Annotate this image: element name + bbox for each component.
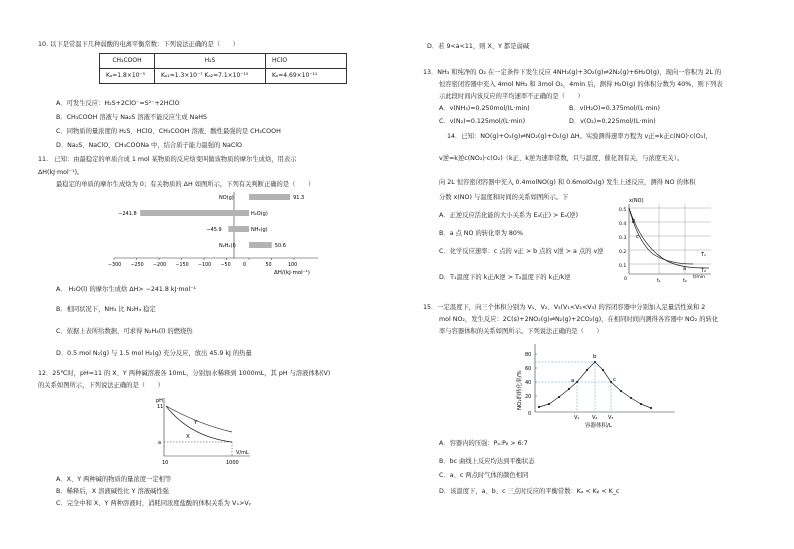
q15-stem-1: 15．一定温度下，向三个体积分别为 V₁、V₂、V₃(V₁<V₂<V₃) 的容闭容器中分别加入足量活性炭和 2 [423, 304, 706, 311]
q10-header-ch3cooh: CH₃COOH [100, 54, 155, 69]
ph-y-label: pH [156, 398, 163, 404]
no2-ytick-60: 60 [525, 366, 532, 372]
q13-stem-3: 示此段时间内该反应的平均速率不正确的是（ ） [439, 93, 584, 100]
q13-stem-1: 13．NH₃ 和纯净的 O₂ 在一定条件下发生反应 4NH₃(g)+3O₂(g)⇌2N₂(g)+6H₂O(g)，现向一容积为 2L 的 [423, 69, 722, 76]
xno-time-chart [619, 196, 717, 288]
q14-option-b: B．a 点 NO 的转化率为 80% [439, 230, 523, 237]
right-column [397, 0, 794, 549]
xno-xtick-t2: t₂ [683, 279, 687, 284]
no2-data-point [558, 396, 560, 398]
enthalpy-bar [140, 210, 249, 216]
no2-ytick-0: 0 [528, 411, 532, 417]
ph-tick-a: a [158, 440, 162, 446]
q15-stem-3: 率与容器体积的关系如图所示。下列说法正确的是（ ） [439, 328, 603, 335]
q15-option-c: C．a、c 两点时气体的颜色相同 [439, 472, 529, 479]
q10-cell-ch3cooh: Kₐ=1.8×10⁻⁵ [100, 69, 155, 84]
q10-header-hclo: HClO [266, 54, 347, 69]
xno-xtick-t1: t₁ [657, 279, 661, 284]
q10-option-b: B．CH₃COOH 溶液与 Na₂S 溶液不能反应生成 NaHS [56, 114, 207, 121]
no2-ytick-80: 80 [525, 352, 532, 358]
q15-stem-2: mol NO₂，发生反应：2C(s)+2NO₂(g)⇌N₂(g)+2CO₂(g)，在相同时间内测得各容器中 NO₂ 的转化 [439, 316, 719, 323]
enthalpy-tick-label: 100 [288, 263, 298, 268]
ph-dilution-chart [150, 394, 260, 468]
enthalpy-tick-label: −50 [220, 263, 231, 268]
xno-ytick-05: 0.5 [619, 208, 627, 213]
no2-conversion-chart [497, 340, 687, 428]
no2-data-point [620, 390, 622, 392]
no2-point-b: b [593, 354, 597, 360]
xno-ytick-03: 0.3 [619, 236, 627, 241]
no2-ytick-40: 40 [525, 380, 532, 386]
q15-option-a: A．容器内的压强：Pₐ:Pᵦ > 6:7 [439, 440, 528, 447]
no2-point-a: a [571, 378, 575, 384]
xno-ytick-0: 0 [624, 277, 627, 282]
xno-y-label: x(NO) [629, 198, 644, 204]
no2-data-point [586, 369, 588, 371]
q12-stem-2: 的关系如图所示，下列说法正确的是（ ） [38, 382, 164, 389]
enthalpy-bar-chart [104, 190, 324, 276]
ph-series-x-label: X [186, 434, 190, 440]
enthalpy-tick-label: −300 [108, 263, 122, 268]
enthalpy-tick-label: −150 [175, 263, 189, 268]
q14-stem-3: 向 2L 恒容密闭容器中充入 0.4molNO(g) 和 0.6molO₃(g) 发生上述反应，测得 NO 的体积 [439, 179, 696, 186]
ph-curve-y [166, 406, 232, 432]
q12-option-c: C．完全中和 X、Y 两种溶液时，消耗同浓度盐酸的体积关系为 Vₓ>Vᵧ [56, 500, 252, 507]
q13-stem-2: 恒容密闭容器中充入 4mol NH₃ 和 3mol O₂，4min 后，测得 H₂O(g) 的体积分数为 40%，则下列表 [439, 81, 723, 88]
q13-option-b: B．v(H₂O)=0.375mol/(L·min) [569, 105, 660, 112]
enthalpy-tick-label: 0 [243, 263, 247, 268]
enthalpy-value-label: 91.3 [293, 195, 305, 201]
q10-table [99, 53, 347, 84]
enthalpy-bar [249, 242, 272, 248]
q13-option-d: D．v(O₂)=0.225mol/(L·min) [569, 118, 656, 125]
q11-stem-2: ΔH(kJ·mol⁻¹)。 [38, 169, 84, 176]
no2-data-point [630, 397, 632, 399]
xno-point-c: c [636, 234, 639, 240]
q10-option-d: D．Na₂S、NaClO、CH₃COONa 中，结合质子能力最强的 NaClO [56, 142, 242, 149]
no2-ytick-20: 20 [525, 394, 532, 400]
q10-stem: 10. 以下是常温下几种弱酸的电离平衡常数：下列说法正确的是（ ） [38, 41, 239, 48]
q10-cell-h2s: Kₐ₁=1.3×10⁻⁷ Kₐ₂=7.1×10⁻¹⁵ [155, 69, 266, 84]
q14-stem-1: 14．已知：NO(g)+O₃(g)⇌NO₂(g)+O₂(g) ΔH。实验测得速率方程为 v正=k正c(NO)·c(O₃)， [447, 133, 712, 140]
no2-y-label: NO₂的转化率/% [517, 370, 523, 410]
no2-data-point [602, 369, 604, 371]
enthalpy-tick-label: 50 [265, 263, 272, 268]
q11-stem-1: 11. 已知：由最稳定的单质合成 1 mol 某物质的反应焓变叫做该物质的摩尔生成焓，用表示 [38, 156, 297, 163]
q12-option-b: B．稀释后，X 溶液碱性比 Y 溶液碱性强 [56, 488, 169, 495]
q11-option-d: D．0.5 mol N₂(g) 与 1.5 mol H₂(g) 充分反应，放出 45.9 kJ 的热量 [56, 350, 252, 357]
enthalpy-bars [118, 194, 304, 249]
xno-ytick-04: 0.4 [619, 222, 627, 227]
xno-ytick-01: 0.1 [619, 264, 627, 269]
ph-tick-11: 11 [157, 404, 164, 410]
enthalpy-category-label: N₂H₄(l) [219, 243, 236, 249]
q10-header-h2s: H₂S [155, 54, 266, 69]
no2-x-label: 容器体积/L [585, 423, 612, 428]
xno-series-t2: T₂ [701, 268, 707, 274]
enthalpy-tick-label: −250 [130, 263, 144, 268]
enthalpy-tick-label: −200 [153, 263, 167, 268]
q11-stem-3: 最稳定的单质的摩尔生成焓为 0；有关物质的 ΔH 如图所示，下列有关判断正确的是（ ） [56, 181, 315, 188]
no2-xtick-v3: V₃ [608, 415, 614, 421]
q10-option-a: A．可发生反应：H₂S+2ClO⁻=S²⁻+2HClO [56, 100, 180, 107]
enthalpy-category-label: H₂O(g) [251, 211, 268, 217]
q14-option-a: A．正逆反应活化能的大小关系为 Eₐ(正) > Eₐ(逆) [439, 212, 579, 219]
enthalpy-value-label: −241.8 [118, 211, 137, 217]
q11-option-c: C．依据上表所给数据，可求得 N₂H₄(l) 的燃烧热 [56, 328, 193, 335]
xno-ytick-02: 0.2 [619, 250, 627, 255]
q15-option-d: D．该温度下，a、b、c 三点时反应的平衡常数：Kₐ < Kᵦ < K_c [439, 488, 620, 495]
q14-stem-4: 分数 x(NO) 与温度和时间的关系如图所示。下 [439, 194, 569, 201]
no2-data-point [650, 407, 652, 409]
q13-option-a: A．v(NH₃)=0.250mol/(L·min) [439, 105, 530, 112]
ph-x-label: V/mL [236, 450, 249, 456]
q12-option-a: A．X、Y 两种碱的物质的量浓度一定相等 [56, 476, 172, 483]
enthalpy-x-label: ΔH/(kJ·mol⁻¹) [274, 270, 310, 276]
enthalpy-value-label: −45.9 [206, 227, 222, 233]
enthalpy-ticks [108, 258, 297, 268]
q11-option-a: A． H₂O(l) 的摩尔生成焓 ΔH> −241.8 kJ·mol⁻¹ [56, 286, 196, 293]
no2-xtick-v1: V₁ [574, 415, 580, 421]
q12-stem-1: 12．25℃时，pH=11 的 X、Y 两种碱溶液各 10mL，分别加水稀释到 1000mL，其 pH 与溶液体积(V) [38, 370, 331, 377]
q10-cell-hclo: Kₐ=4.69×10⁻¹¹ [266, 69, 347, 84]
no2-xtick-v2: V₂ [592, 415, 598, 421]
no2-data-point [640, 403, 642, 405]
ph-series-y-label: Y [194, 420, 198, 426]
enthalpy-category-label: NO(g) [219, 195, 234, 201]
q10-option-c: C．同物质的量浓度的 H₂S、HClO、CH₃COOH 溶液，酸性最强的是 CH₃COOH [56, 128, 281, 135]
no2-data-point [538, 406, 540, 408]
xno-curve-t2 [629, 208, 709, 268]
q14-option-d: D．T₁温度下的 k正/k逆 > T₂温度下的 k正/k逆 [439, 274, 571, 281]
no2-point-c: c [613, 377, 617, 383]
xno-point-b: b [632, 218, 636, 224]
q12-option-d: D．若 9<a<11，则 X、Y 都是弱碱 [427, 43, 530, 50]
xno-series-t1: T₁ [701, 252, 707, 258]
q13-option-c: C．v(N₂)=0.125mol/(L·min) [439, 118, 526, 125]
ph-xtick-1000: 1000 [226, 460, 239, 466]
enthalpy-value-label: 50.6 [274, 243, 286, 249]
ph-xtick-10: 10 [162, 460, 169, 466]
xno-x-label: t/min [693, 275, 706, 280]
q14-option-c: C．化学反应速率：c 点的 v正 > b 点的 v逆 > a 点的 v逆 [439, 248, 604, 255]
enthalpy-bar [228, 226, 249, 232]
q15-option-b: B．bc 曲线上反应均达到平衡状态 [439, 458, 535, 465]
no2-data-point [548, 403, 550, 405]
q11-option-b: B．相同状况下，NH₃ 比 N₂H₄ 稳定 [56, 306, 156, 313]
q14-stem-2: v逆=k逆c(NO₂)·c(O₂)（k正、k逆为速率常数，只与温度、催化剂有关，与浓度无关）。 [439, 155, 684, 162]
enthalpy-bar [249, 194, 290, 200]
xno-point-a: a [683, 266, 687, 272]
no2-data-point [568, 388, 570, 390]
enthalpy-category-label: NH₃(g) [251, 227, 268, 233]
enthalpy-tick-label: −100 [198, 263, 212, 268]
